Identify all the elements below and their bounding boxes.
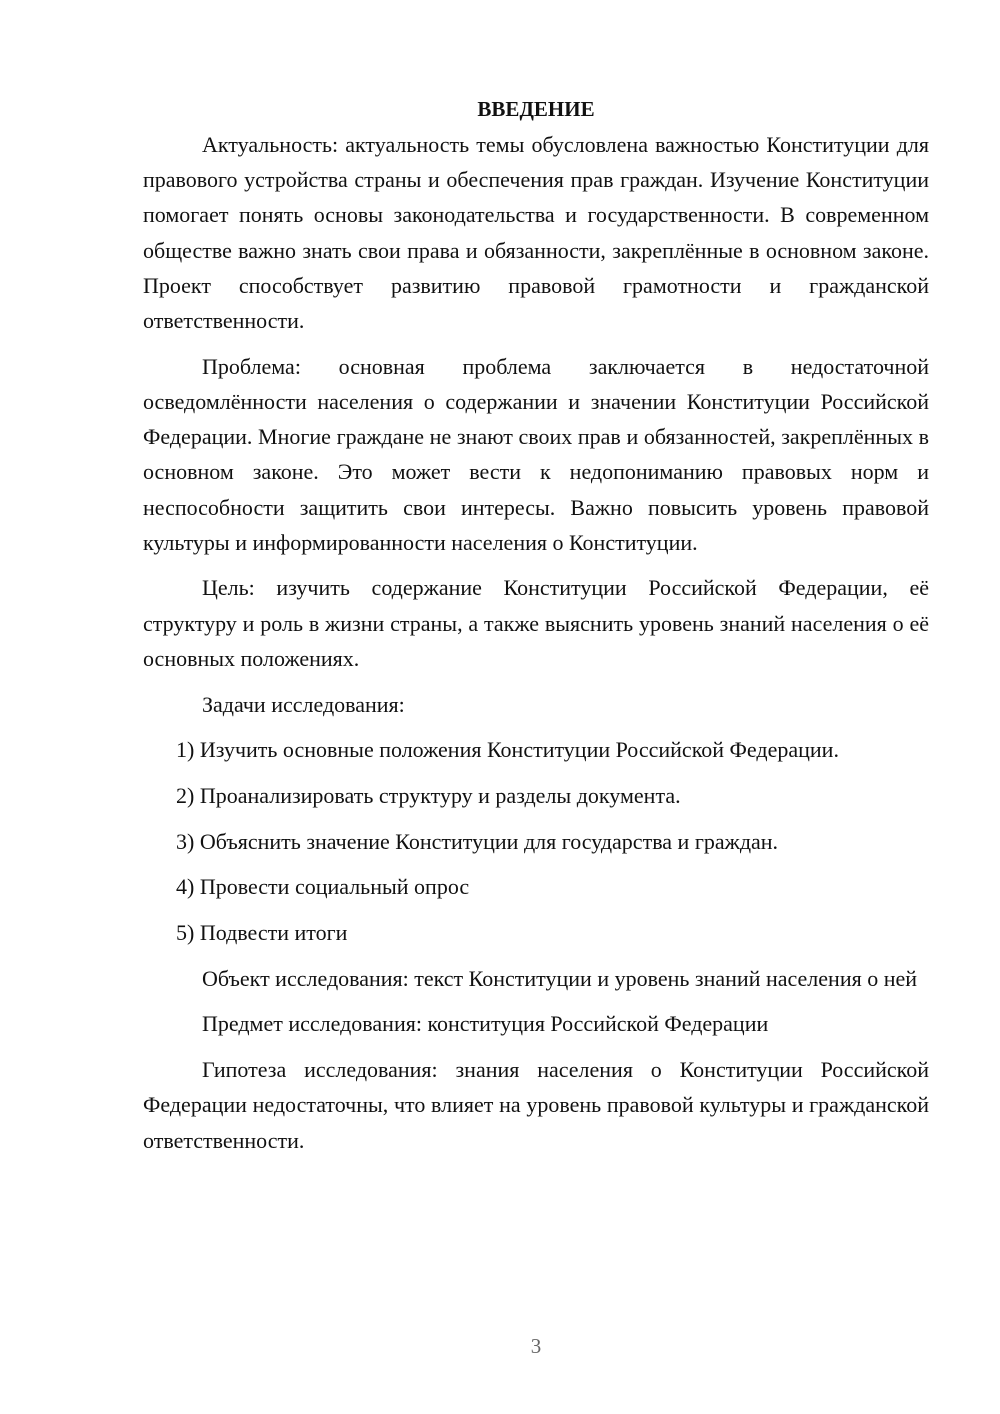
page-title: ВВЕДЕНИЕ <box>477 97 595 121</box>
page-number: 3 <box>530 1334 542 1358</box>
paragraph-goal: Цель: изучить содержание Конституции Российской Федерации, её структуру и роль в жизни страны, а также выяснить уровень знаний населения о её основных положениях. <box>143 575 929 671</box>
list-item: 4) Провести социальный опрос <box>176 874 470 900</box>
list-item: 3) Объяснить значение Конституции для государства и граждан. <box>176 828 779 854</box>
paragraph-hypothesis: Гипотеза исследования: знания населения о Конституции Российской Федерации недостаточны, что влияет на уровень правовой культуры и гражданской ответственности. <box>143 1057 929 1153</box>
paragraph-object: Объект исследования: текст Конституции и уровень знаний населения о ней <box>202 965 918 991</box>
paragraph-subject: Предмет исследования: конституция Российской Федерации <box>202 1011 769 1037</box>
document-page <box>143 92 929 1158</box>
list-item: 1) Изучить основные положения Конституции Российской Федерации. <box>176 737 839 763</box>
list-item: 2) Проанализировать структуру и разделы документа. <box>176 782 681 808</box>
paragraph-relevance: Актуальность: актуальность темы обусловлена важностью Конституции для правового устройства страны и обеспечения прав граждан. Изучение Конституции помогает понять основы законодательства и государственности. В современном обществе важно знать свои права и обязанности, закреплённые в основном законе. Проект способствует развитию правовой грамотности и гражданской ответственности. <box>143 132 929 334</box>
paragraph-problem: Проблема: основная проблема заключается в недостаточной осведомлённости населения о содержании и значении Конституции Российской Федерации. Многие граждане не знают своих прав и обязанностей, закреплённых в основном законе. Это может вести к недопониманию правовых норм и неспособности защитить свои интересы. Важно повысить уровень правовой культуры и информированности населения о Конституции. <box>143 353 929 555</box>
tasks-title: Задачи исследования: <box>202 691 405 717</box>
tasks-list <box>143 732 929 950</box>
list-item: 5) Подвести итоги <box>176 920 348 946</box>
